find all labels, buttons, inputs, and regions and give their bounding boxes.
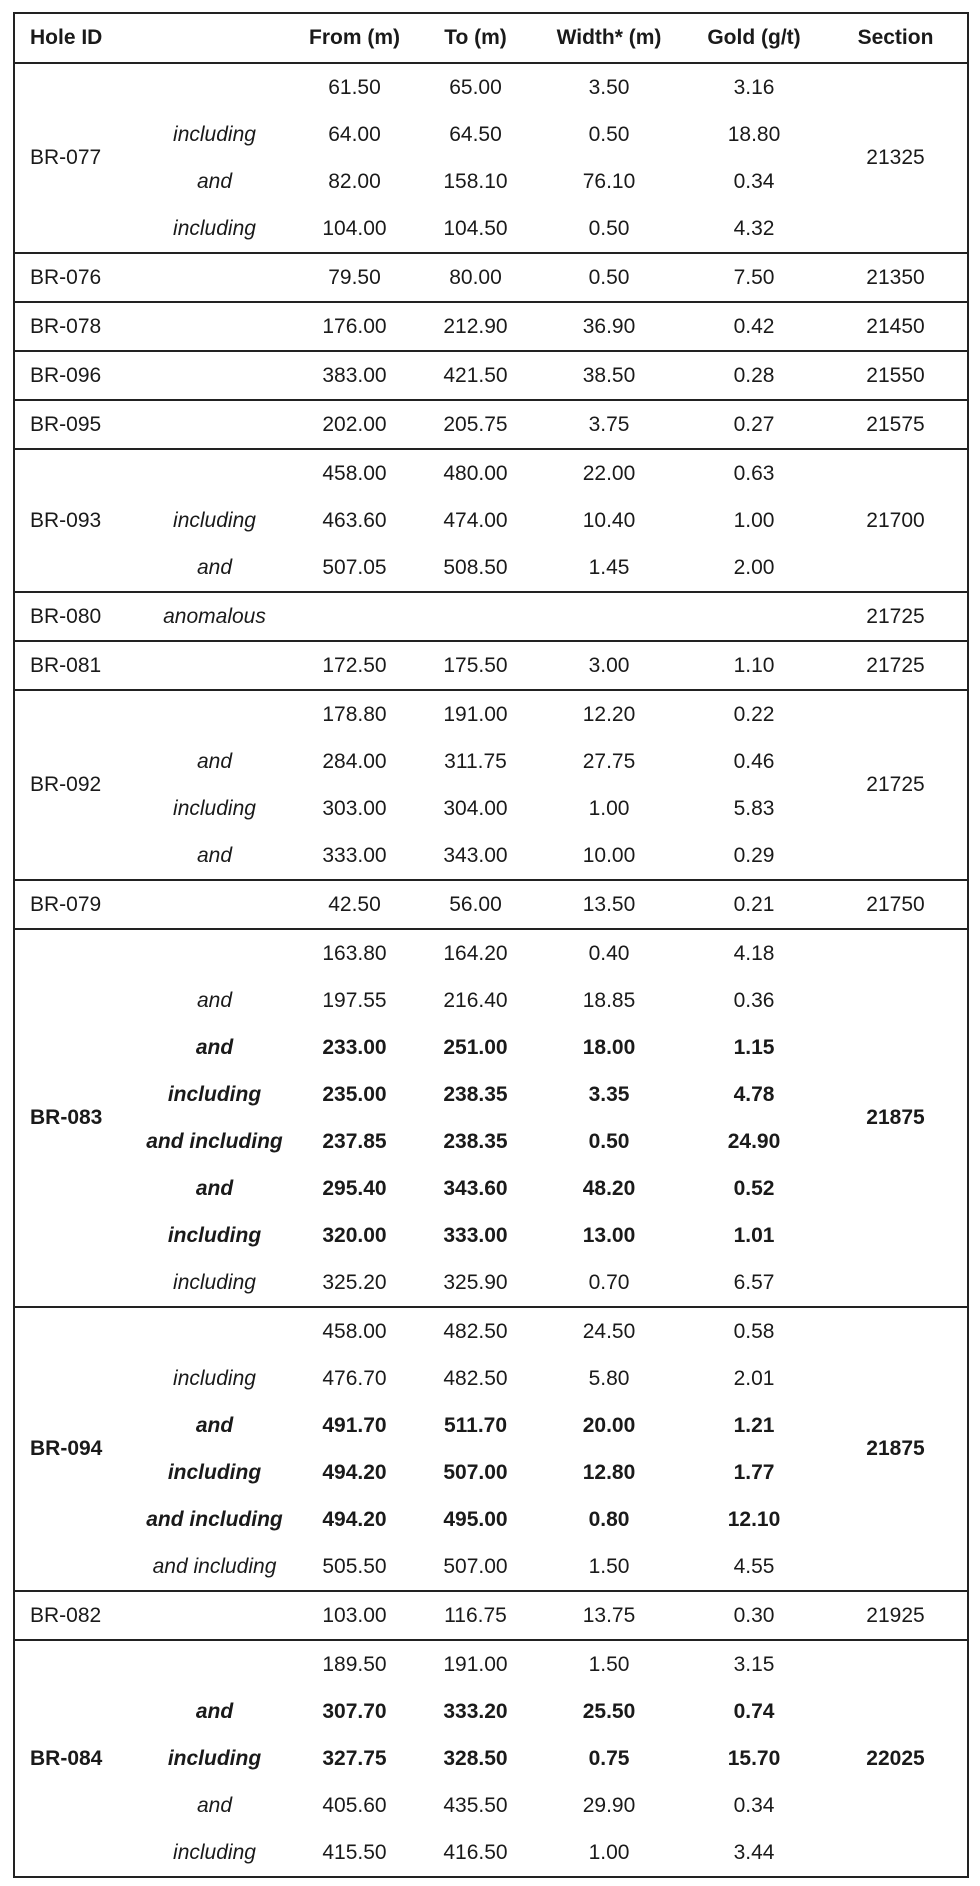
from-cell: 327.75 — [322, 1746, 387, 1770]
to-cell — [417, 592, 534, 641]
width-cell: 1.45 — [588, 555, 630, 579]
section-cell: 21875 — [824, 929, 968, 1307]
header-from: From (m) — [292, 13, 417, 63]
to-cell: 64.50 — [449, 122, 502, 146]
to-cell: 511.70 — [443, 1413, 508, 1437]
to-cell: 80.00 — [417, 253, 534, 302]
qualifier-cell: and including — [146, 1507, 283, 1531]
to-cell: 238.35 — [443, 1082, 508, 1106]
to-cell: 212.90 — [417, 302, 534, 351]
width-cell: 24.50 — [534, 1307, 684, 1355]
to-cell: 191.00 — [417, 1640, 534, 1688]
header-section: Section — [824, 13, 968, 63]
gold-cell: 1.21 — [733, 1413, 775, 1437]
table-row — [14, 253, 968, 302]
to-cell: 435.50 — [443, 1793, 508, 1817]
to-cell: 507.00 — [443, 1554, 508, 1578]
section-cell: 21725 — [824, 690, 968, 880]
from-cell: 82.00 — [328, 169, 381, 193]
hole-id-cell: BR-081 — [14, 641, 137, 690]
gold-cell: 1.10 — [684, 641, 824, 690]
width-cell: 12.80 — [582, 1460, 636, 1484]
width-cell: 0.50 — [588, 216, 630, 240]
to-cell: 191.00 — [417, 690, 534, 738]
gold-cell: 0.52 — [733, 1176, 775, 1200]
gold-cell: 1.77 — [733, 1460, 775, 1484]
section-cell: 21925 — [824, 1591, 968, 1640]
width-cell: 1.00 — [588, 1840, 630, 1864]
width-cell: 13.00 — [582, 1223, 636, 1247]
from-cell: 505.50 — [322, 1554, 387, 1578]
hole-id-cell: BR-083 — [14, 929, 137, 1307]
qualifier-cell — [137, 351, 292, 400]
gold-cell: 0.21 — [684, 880, 824, 929]
width-cell: 0.80 — [588, 1507, 630, 1531]
qualifier-cell — [137, 880, 292, 929]
gold-cell: 0.22 — [684, 690, 824, 738]
to-cell: 343.60 — [443, 1176, 508, 1200]
gold-cell: 24.90 — [727, 1129, 781, 1153]
from-cell: 507.05 — [322, 555, 387, 579]
from-cell: 303.00 — [322, 796, 387, 820]
qualifier-cell: and — [196, 169, 233, 193]
qualifier-cell: including — [173, 1270, 256, 1294]
header-hole-id: Hole ID — [14, 13, 137, 63]
to-cell: 116.75 — [417, 1591, 534, 1640]
hole-id-cell: BR-084 — [14, 1640, 137, 1877]
from-cell: 202.00 — [292, 400, 417, 449]
table-row — [14, 1640, 968, 1688]
width-cell: 13.75 — [534, 1591, 684, 1640]
from-cell: 383.00 — [292, 351, 417, 400]
gold-cell: 1.01 — [733, 1223, 775, 1247]
width-cell: 3.50 — [534, 63, 684, 111]
qualifier-cell: and — [195, 1699, 234, 1723]
qualifier-cell: and — [196, 843, 233, 867]
qualifier-cell — [137, 63, 292, 111]
from-cell: 491.70 — [322, 1413, 387, 1437]
drill-results-table-container — [13, 12, 967, 1878]
width-cell: 27.75 — [582, 749, 636, 773]
header-gold: Gold (g/t) — [684, 13, 824, 63]
header-width: Width* (m) — [534, 13, 684, 63]
to-cell: 56.00 — [417, 880, 534, 929]
gold-cell: 4.32 — [733, 216, 775, 240]
from-cell: 178.80 — [292, 690, 417, 738]
qualifier-cell: including — [173, 122, 256, 146]
hole-id-cell: BR-096 — [14, 351, 137, 400]
width-cell: 0.50 — [534, 253, 684, 302]
section-cell: 21575 — [824, 400, 968, 449]
to-cell: 482.50 — [417, 1307, 534, 1355]
section-cell: 21725 — [824, 641, 968, 690]
qualifier-cell: including — [167, 1082, 262, 1106]
gold-cell: 0.34 — [733, 169, 775, 193]
to-cell: 508.50 — [443, 555, 508, 579]
qualifier-cell: including — [173, 216, 256, 240]
gold-cell: 0.27 — [684, 400, 824, 449]
qualifier-cell: and — [196, 749, 233, 773]
table-row — [14, 400, 968, 449]
table-row — [14, 63, 968, 111]
qualifier-cell — [137, 302, 292, 351]
width-cell: 10.00 — [582, 843, 636, 867]
hole-id-cell: BR-093 — [14, 449, 137, 592]
width-cell: 25.50 — [582, 1699, 636, 1723]
width-cell: 3.75 — [534, 400, 684, 449]
table-row — [14, 449, 968, 497]
width-cell: 13.50 — [534, 880, 684, 929]
table-row — [14, 351, 968, 400]
qualifier-cell: including — [167, 1223, 262, 1247]
to-cell: 474.00 — [443, 508, 508, 532]
width-cell: 29.90 — [582, 1793, 636, 1817]
table-header — [14, 13, 968, 63]
from-cell: 172.50 — [292, 641, 417, 690]
qualifier-cell: and including — [146, 1129, 283, 1153]
qualifier-cell — [137, 690, 292, 738]
from-cell: 307.70 — [322, 1699, 387, 1723]
gold-cell: 6.57 — [733, 1270, 775, 1294]
hole-id-cell: BR-094 — [14, 1307, 137, 1591]
to-cell: 482.50 — [443, 1366, 508, 1390]
section-cell: 21325 — [824, 63, 968, 253]
from-cell: 295.40 — [322, 1176, 387, 1200]
section-cell: 21350 — [824, 253, 968, 302]
from-cell: 176.00 — [292, 302, 417, 351]
to-cell: 104.50 — [443, 216, 508, 240]
width-cell: 3.00 — [534, 641, 684, 690]
gold-cell: 0.42 — [684, 302, 824, 351]
width-cell: 18.00 — [582, 1035, 636, 1059]
hole-id-cell: BR-092 — [14, 690, 137, 880]
width-cell: 20.00 — [582, 1413, 636, 1437]
table-row — [14, 690, 968, 738]
to-cell: 328.50 — [443, 1746, 508, 1770]
width-cell: 3.35 — [588, 1082, 630, 1106]
table-row — [14, 929, 968, 977]
width-cell: 10.40 — [582, 508, 636, 532]
to-cell: 421.50 — [417, 351, 534, 400]
table-row — [14, 641, 968, 690]
qualifier-cell: including — [173, 1840, 256, 1864]
hole-id-cell: BR-082 — [14, 1591, 137, 1640]
table-row — [14, 592, 968, 641]
qualifier-cell: including — [173, 1366, 256, 1390]
to-cell: 216.40 — [443, 988, 508, 1012]
width-cell — [534, 592, 684, 641]
to-cell: 343.00 — [443, 843, 508, 867]
gold-cell: 3.15 — [684, 1640, 824, 1688]
to-cell: 304.00 — [443, 796, 508, 820]
gold-cell: 5.83 — [733, 796, 775, 820]
gold-cell: 0.30 — [684, 1591, 824, 1640]
qualifier-cell — [137, 1640, 292, 1688]
header-qualifier — [137, 13, 292, 63]
gold-cell — [684, 592, 824, 641]
hole-id-cell: BR-079 — [14, 880, 137, 929]
width-cell: 1.00 — [588, 796, 630, 820]
from-cell: 233.00 — [322, 1035, 387, 1059]
from-cell: 415.50 — [322, 1840, 387, 1864]
width-cell: 36.90 — [534, 302, 684, 351]
from-cell: 494.20 — [322, 1460, 387, 1484]
qualifier-cell — [137, 1307, 292, 1355]
qualifier-cell — [137, 449, 292, 497]
to-cell: 158.10 — [443, 169, 508, 193]
from-cell: 463.60 — [322, 508, 387, 532]
gold-cell: 7.50 — [684, 253, 824, 302]
width-cell: 12.20 — [534, 690, 684, 738]
section-cell: 21700 — [824, 449, 968, 592]
from-cell: 104.00 — [322, 216, 387, 240]
width-cell: 48.20 — [582, 1176, 636, 1200]
to-cell: 333.20 — [443, 1699, 508, 1723]
hole-id-cell: BR-080 — [14, 592, 137, 641]
gold-cell: 2.01 — [733, 1366, 775, 1390]
hole-id-cell: BR-095 — [14, 400, 137, 449]
from-cell: 189.50 — [292, 1640, 417, 1688]
qualifier-cell: including — [167, 1460, 262, 1484]
from-cell: 61.50 — [292, 63, 417, 111]
gold-cell: 0.34 — [733, 1793, 775, 1817]
header-row — [14, 13, 968, 63]
gold-cell: 18.80 — [727, 122, 781, 146]
to-cell: 251.00 — [443, 1035, 508, 1059]
qualifier-cell — [137, 641, 292, 690]
gold-cell: 15.70 — [727, 1746, 781, 1770]
gold-cell: 4.18 — [684, 929, 824, 977]
from-cell: 458.00 — [292, 449, 417, 497]
gold-cell: 3.16 — [684, 63, 824, 111]
width-cell: 22.00 — [534, 449, 684, 497]
hole-id-cell: BR-076 — [14, 253, 137, 302]
to-cell: 175.50 — [417, 641, 534, 690]
from-cell: 284.00 — [322, 749, 387, 773]
qualifier-cell: and — [195, 1176, 234, 1200]
table-row — [14, 1591, 968, 1640]
qualifier-cell — [137, 253, 292, 302]
qualifier-cell: and — [195, 1035, 234, 1059]
width-cell: 1.50 — [588, 1554, 630, 1578]
from-cell: 237.85 — [322, 1129, 387, 1153]
qualifier-cell: and — [196, 555, 233, 579]
qualifier-cell — [137, 1591, 292, 1640]
gold-cell: 4.78 — [733, 1082, 775, 1106]
width-cell: 76.10 — [582, 169, 636, 193]
gold-cell: 3.44 — [733, 1840, 775, 1864]
width-cell: 38.50 — [534, 351, 684, 400]
gold-cell: 0.28 — [684, 351, 824, 400]
table-row — [14, 302, 968, 351]
gold-cell: 4.55 — [733, 1554, 775, 1578]
section-cell: 21750 — [824, 880, 968, 929]
width-cell: 1.50 — [534, 1640, 684, 1688]
from-cell: 325.20 — [322, 1270, 387, 1294]
section-cell: 22025 — [824, 1640, 968, 1877]
from-cell: 235.00 — [322, 1082, 387, 1106]
qualifier-cell: anomalous — [137, 592, 292, 641]
to-cell: 238.35 — [443, 1129, 508, 1153]
drill-results-table — [13, 12, 969, 1878]
to-cell: 325.90 — [443, 1270, 508, 1294]
to-cell: 495.00 — [443, 1507, 508, 1531]
header-to: To (m) — [417, 13, 534, 63]
section-cell: 21875 — [824, 1307, 968, 1591]
hole-id-cell: BR-078 — [14, 302, 137, 351]
gold-cell: 0.46 — [733, 749, 775, 773]
to-cell: 416.50 — [443, 1840, 508, 1864]
qualifier-cell: including — [167, 1746, 262, 1770]
from-cell: 494.20 — [322, 1507, 387, 1531]
gold-cell: 0.63 — [684, 449, 824, 497]
gold-cell: 0.36 — [733, 988, 775, 1012]
gold-cell: 1.15 — [733, 1035, 775, 1059]
gold-cell: 2.00 — [733, 555, 775, 579]
qualifier-cell: and — [196, 988, 233, 1012]
hole-id-cell: BR-077 — [14, 63, 137, 253]
width-cell: 0.50 — [588, 122, 630, 146]
gold-cell: 1.00 — [733, 508, 775, 532]
table-row — [14, 880, 968, 929]
to-cell: 480.00 — [417, 449, 534, 497]
from-cell: 64.00 — [328, 122, 381, 146]
width-cell: 0.75 — [588, 1746, 630, 1770]
gold-cell: 0.29 — [733, 843, 775, 867]
width-cell: 18.85 — [582, 988, 636, 1012]
gold-cell: 0.74 — [733, 1699, 775, 1723]
to-cell: 65.00 — [417, 63, 534, 111]
from-cell: 163.80 — [292, 929, 417, 977]
width-cell: 5.80 — [588, 1366, 630, 1390]
to-cell: 333.00 — [443, 1223, 508, 1247]
to-cell: 507.00 — [443, 1460, 508, 1484]
from-cell: 333.00 — [322, 843, 387, 867]
to-cell: 164.20 — [417, 929, 534, 977]
from-cell: 42.50 — [292, 880, 417, 929]
qualifier-cell: and — [195, 1413, 234, 1437]
from-cell: 79.50 — [292, 253, 417, 302]
from-cell: 405.60 — [322, 1793, 387, 1817]
width-cell: 0.50 — [588, 1129, 630, 1153]
qualifier-cell: and including — [152, 1554, 277, 1578]
table-body — [14, 63, 968, 1877]
gold-cell: 12.10 — [727, 1507, 781, 1531]
to-cell: 205.75 — [417, 400, 534, 449]
from-cell: 458.00 — [292, 1307, 417, 1355]
section-cell: 21450 — [824, 302, 968, 351]
qualifier-cell: and — [196, 1793, 233, 1817]
from-cell: 103.00 — [292, 1591, 417, 1640]
section-cell: 21725 — [824, 592, 968, 641]
section-cell: 21550 — [824, 351, 968, 400]
from-cell: 320.00 — [322, 1223, 387, 1247]
qualifier-cell: including — [173, 796, 256, 820]
from-cell — [292, 592, 417, 641]
width-cell: 0.70 — [588, 1270, 630, 1294]
qualifier-cell — [137, 929, 292, 977]
from-cell: 476.70 — [322, 1366, 387, 1390]
gold-cell: 0.58 — [684, 1307, 824, 1355]
to-cell: 311.75 — [444, 749, 507, 773]
qualifier-cell — [137, 400, 292, 449]
width-cell: 0.40 — [534, 929, 684, 977]
from-cell: 197.55 — [322, 988, 387, 1012]
table-row — [14, 1307, 968, 1355]
qualifier-cell: including — [173, 508, 256, 532]
